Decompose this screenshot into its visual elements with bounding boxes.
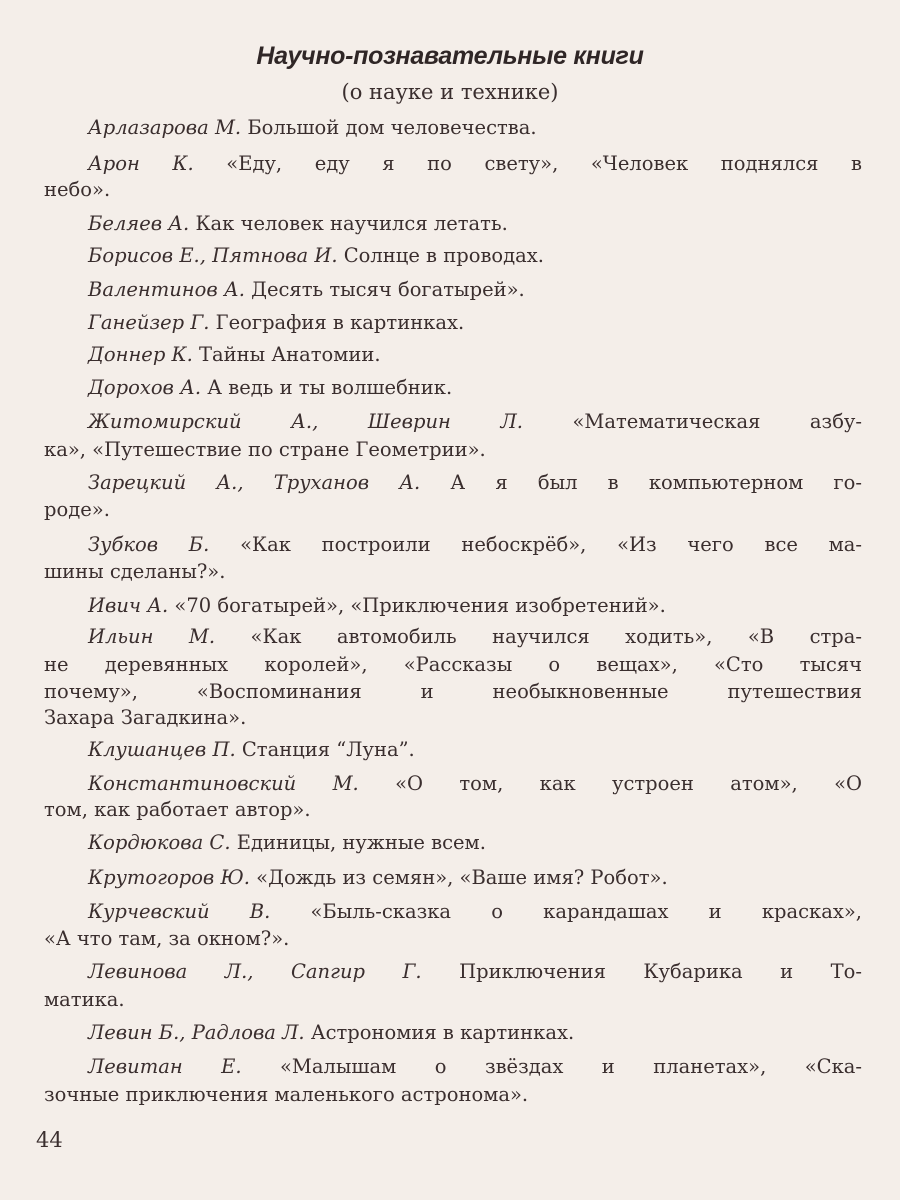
entry-author: Борисов Е., Пятнова И. xyxy=(88,244,338,267)
list-item-continuation xyxy=(44,651,862,679)
entry-title: небо». xyxy=(44,178,111,201)
list-item-continuation xyxy=(44,704,862,732)
list-item xyxy=(88,276,862,304)
list-item-continuation xyxy=(44,1081,862,1109)
entry-title: Десять тысяч богатырей». xyxy=(251,278,525,301)
entry-author: Кордюкова С. xyxy=(88,831,231,854)
entry-title: не деревянных королей», «Рассказы о вещах», «Сто тысяч xyxy=(44,653,862,676)
entry-title: зочные приключения маленького астронома». xyxy=(44,1083,529,1106)
entry-author: Житомирский А., Шеврин Л. xyxy=(88,410,523,433)
entry-title: «Быль-сказка о карандашах и красках», xyxy=(310,900,862,923)
section-subtitle: (о науке и технике) xyxy=(341,80,559,104)
list-item-continuation xyxy=(44,558,862,586)
entry-title: А я был в компьютерном го- xyxy=(450,471,862,494)
list-item xyxy=(88,736,862,764)
list-item xyxy=(88,150,862,178)
entry-title: Большой дом человечества. xyxy=(247,116,537,139)
entry-title: «Дождь из семян», «Ваше имя? Робот». xyxy=(256,866,668,889)
entry-author: Арон К. xyxy=(88,152,194,175)
entry-title: ка», «Путешествие по стране Геометрии». xyxy=(44,438,486,461)
list-item xyxy=(88,864,862,892)
list-item-continuation xyxy=(44,176,862,204)
entry-author: Беляев А. xyxy=(88,212,190,235)
entry-author: Арлазарова М. xyxy=(88,116,242,139)
list-item xyxy=(88,958,862,986)
entry-title: «О том, как устроен атом», «О xyxy=(395,772,862,795)
entry-title: «Как построили небоскрёб», «Из чего все ма- xyxy=(240,533,863,556)
list-item xyxy=(88,210,862,238)
list-item xyxy=(88,592,862,620)
entry-author: Ганейзер Г. xyxy=(88,311,210,334)
entry-author: Левитан Е. xyxy=(88,1055,242,1078)
entry-author: Крутогоров Ю. xyxy=(88,866,250,889)
entry-title: том, как работает автор». xyxy=(44,798,311,821)
entry-title: «Как автомобиль научился ходить», «В стра- xyxy=(250,625,862,648)
list-item xyxy=(88,374,862,402)
list-item xyxy=(88,829,862,857)
entry-title: География в картинках. xyxy=(215,311,465,334)
entry-title: Тайны Анатомии. xyxy=(199,343,381,366)
entry-title: «Математическая азбу- xyxy=(572,410,862,433)
entry-title: Единицы, нужные всем. xyxy=(236,831,486,854)
list-item xyxy=(88,469,862,497)
entry-author: Ивич А. xyxy=(88,594,169,617)
list-item-continuation xyxy=(44,436,862,464)
entry-title: Станция “Луна”. xyxy=(241,738,415,761)
entry-title: «А что там, за окном?». xyxy=(44,927,290,950)
list-item xyxy=(88,1053,862,1081)
list-item xyxy=(88,408,862,436)
list-item-continuation xyxy=(44,925,862,953)
entry-title: Захара Загадкина». xyxy=(44,706,247,729)
list-item xyxy=(88,898,862,926)
entry-title: Солнце в проводах. xyxy=(343,244,544,267)
list-item-continuation xyxy=(44,986,862,1014)
list-item xyxy=(88,531,862,559)
entry-author: Дорохов А. xyxy=(88,376,202,399)
entry-author: Ильин М. xyxy=(88,625,216,648)
list-item-continuation xyxy=(44,796,862,824)
list-item xyxy=(88,114,862,142)
entry-title: Астрономия в картинках. xyxy=(310,1021,575,1044)
entry-title: Как человек научился летать. xyxy=(195,212,508,235)
entry-title: почему», «Воспоминания и необыкновенные путешествия xyxy=(44,680,862,703)
entry-title: Приключения Кубарика и То- xyxy=(459,960,862,983)
entry-title: матика. xyxy=(44,988,125,1011)
list-item xyxy=(88,341,862,369)
entry-title: «Еду, еду я по свету», «Человек поднялся в xyxy=(226,152,862,175)
entry-title: роде». xyxy=(44,498,110,521)
list-item xyxy=(88,242,862,270)
section-title: Научно-познавательные книги xyxy=(256,42,644,70)
entry-author: Клушанцев П. xyxy=(88,738,236,761)
entry-author: Доннер К. xyxy=(88,343,193,366)
entry-title: «Малышам о звёздах и планетах», «Ска- xyxy=(279,1055,862,1078)
list-item xyxy=(88,1019,862,1047)
list-item-continuation xyxy=(44,496,862,524)
page-number: 44 xyxy=(36,1128,63,1152)
entry-author: Левинова Л., Сапгир Г. xyxy=(88,960,422,983)
entry-author: Зарецкий А., Труханов А. xyxy=(88,471,421,494)
entry-author: Левин Б., Радлова Л. xyxy=(88,1021,305,1044)
entry-title: «70 богатырей», «Приключения изобретений». xyxy=(174,594,666,617)
list-item xyxy=(88,623,862,651)
list-item xyxy=(88,309,862,337)
list-item-continuation xyxy=(44,678,862,706)
entry-title: шины сделаны?». xyxy=(44,560,226,583)
entry-author: Валентинов А. xyxy=(88,278,245,301)
list-item xyxy=(88,770,862,798)
entry-author: Зубков Б. xyxy=(88,533,210,556)
entry-author: Курчевский В. xyxy=(88,900,271,923)
entry-author: Константиновский М. xyxy=(88,772,359,795)
entry-title: А ведь и ты волшебник. xyxy=(207,376,453,399)
